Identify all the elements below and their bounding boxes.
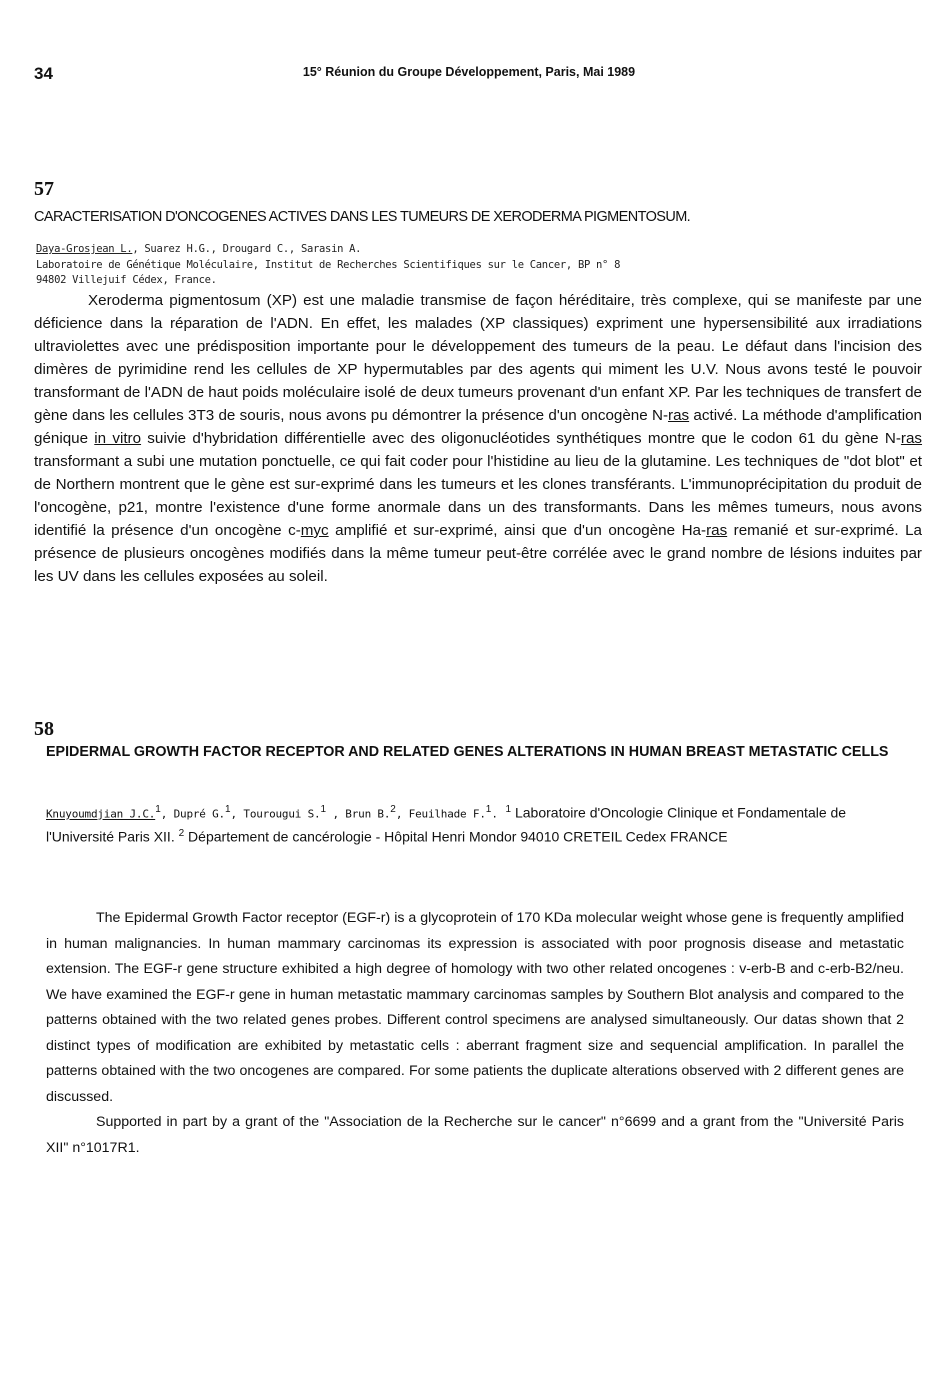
- ras-gene-term: ras: [900, 430, 923, 447]
- myc-gene-term: myc: [300, 522, 329, 539]
- abstract-57-body: [34, 289, 922, 588]
- page-header: [34, 64, 904, 86]
- affiliation-marker: 1: [224, 804, 231, 815]
- body-text: activé. La méthode d'amplification génique: [34, 407, 922, 447]
- author-name: , Tourougui S.: [230, 807, 321, 821]
- abstract-58-authors: [46, 800, 906, 846]
- running-head: 15° Réunion du Groupe Développement, Paris, Mai 1989: [302, 65, 636, 79]
- abstract-57-first-author: Daya-Grosjean L.: [36, 243, 133, 255]
- affiliation-marker: 1: [485, 804, 492, 815]
- body-text: Xeroderma pigmentosum (XP) est une maladie transmise de façon héréditaire, très complexe, qui se manifeste par une déficience dans la réparation de l'ADN. En effet, les malades (XP classiques) expriment une hypersensibilité aux irradiations ultraviolettes avec une prédisposition importante pour le développement des tumeurs de la peau. Le défaut dans l'incision des dimères de pyrimidine rend les cellules de XP hypermutables par des agents qui miment les U.V. Nous avons testé le pouvoir transformant de l'ADN de haut poids moléculaire isolé de deux tumeurs provenant d'un enfant XP. Par les techniques de transfert de gène dans les cellules 3T3 de souris, nous avons pu démontrer la présence d'un oncogène N-: [34, 292, 922, 424]
- author-name: Knuyoumdjian J.C.: [46, 807, 156, 821]
- page-number: 34: [34, 64, 53, 83]
- ras-gene-term: ras: [668, 407, 690, 424]
- body-text: suivie d'hybridation différentielle avec des oligonucléotides synthétiques montre que le codon 61 du gène N-: [141, 430, 901, 447]
- abstract-57-number: 57: [34, 178, 54, 200]
- affiliation-marker: 1: [320, 804, 327, 815]
- body-text: remanié et sur-exprimé. La présence de plusieurs oncogènes modifiés dans la même tumeur peut-être corrélée avec le grand nombre de lésions induites par les UV dans les cellules exposées au soleil.: [34, 522, 923, 585]
- abstract-57-authors: [36, 243, 361, 255]
- abstract-58-title: EPIDERMAL GROWTH FACTOR RECEPTOR AND RELATED GENES ALTERATIONS IN HUMAN BREAST METASTATIC CELLS: [46, 744, 889, 760]
- affiliation-marker: 1: [505, 804, 512, 815]
- affiliation-marker: 1: [155, 804, 161, 815]
- abstract-58-affiliation-1: Laboratoire d'Oncologie Clinique et Fondamentale de l'Université Paris XII.: [46, 804, 847, 845]
- author-list-end: .: [491, 807, 498, 821]
- abstract-58-funding-paragraph: Supported in part by a grant of the "Association de la Recherche sur le cancer" n°6699 and a grant from the "Université Paris XII" n°1017R1.: [46, 1114, 904, 1156]
- body-text: transformant a subi une mutation ponctuelle, ce qui fait coder pour l'histidine au lieu de la glutamine. Les techniques de "dot blot" et de Northern montrent que le gène est sur-exprimé dans les tumeurs et les clones transférants. L'immunoprécipitation du produit de l'oncogène, p21, montre l'existence d'une forme anormale dans un des transformants. Dans les mêmes tumeurs, nous avons identifié la présence d'un oncogène c-: [34, 453, 922, 539]
- abstract-58-number: 58: [34, 718, 54, 740]
- abstract-57-paragraph: [34, 289, 922, 588]
- abstract-57-affiliation-line-1: Laboratoire de Génétique Moléculaire, Institut de Recherches Scientifiques sur le Cancer, BP n° 8: [36, 259, 621, 271]
- ras-gene-term: ras: [706, 522, 728, 539]
- abstract-57-title: CARACTERISATION D'ONCOGENES ACTIVES DANS LES TUMEURS DE XERODERMA PIGMENTOSUM.: [34, 209, 691, 225]
- abstract-58-paragraph-1: The Epidermal Growth Factor receptor (EGF-r) is a glycoprotein of 170 KDa molecular weight whose gene is frequently amplified in human malignancies. In human mammary carcinomas its expression is associated with poor prognosis disease and metastatic extension. The EGF-r gene structure exhibited a high degree of homology with two other related oncogenes : v-erb-B and c-erb-B2/neu. We have examined the EGF-r gene in human metastatic mammary carcinomas samples by Southern Blot analysis and compared to the patterns obtained with the two related genes probes. Different control specimens are analysed simultaneously. Our datas shown that 2 distinct types of modification are exhibited by metastatic cells : aberrant fragment size and sequencial amplification. In parallel the patterns obtained with the two oncogenes are compared. For some patients the duplicate alterations observed with 2 different genes are discussed.: [46, 910, 904, 1105]
- abstract-57-affiliation-line-2: 94802 Villejuif Cédex, France.: [36, 274, 217, 286]
- author-name: , Brun B.: [326, 807, 391, 821]
- body-text: amplifié et sur-exprimé, ainsi que d'un oncogène Ha-: [328, 522, 707, 539]
- affiliation-marker: 2: [178, 827, 185, 839]
- author-name: , Dupré G.: [160, 807, 225, 821]
- in-vitro-term: in vitro: [94, 430, 142, 447]
- abstract-58-body: [46, 906, 904, 1161]
- affiliation-marker: 2: [390, 804, 396, 815]
- author-name: , Feuilhade F.: [395, 807, 486, 821]
- abstract-58-affiliation-2: Département de cancérologie - Hôpital Henri Mondor 94010 CRETEIL Cedex FRANCE: [184, 828, 728, 845]
- abstract-57-other-authors: , Suarez H.G., Drougard C., Sarasin A.: [132, 243, 362, 255]
